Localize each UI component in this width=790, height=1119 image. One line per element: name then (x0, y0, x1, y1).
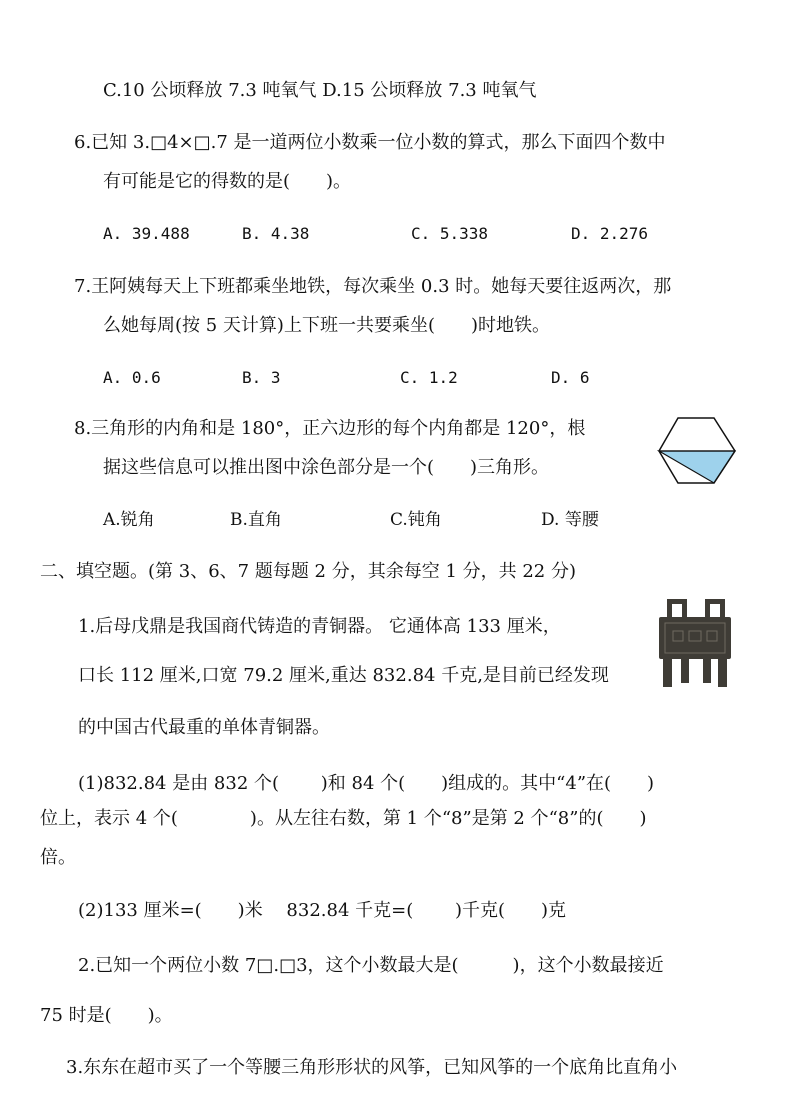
q6-option-c: C. 5.338 (411, 224, 489, 243)
q7-option-a: A. 0.6 (103, 368, 161, 387)
q6-option-a: A. 39.488 (103, 224, 190, 243)
q8-option-c: C.钝角 (390, 510, 442, 530)
fill3-line1: 3.东东在超市买了一个等腰三角形形状的风筝，已知风筝的一个底角比直角小 (66, 1057, 678, 1078)
bronze-ding-image (655, 597, 735, 689)
q7-option-c: C. 1.2 (400, 368, 458, 387)
fill1-sub1-line2: 位上，表示 4 个( )。从左往右数，第 1 个“8”是第 2 个“8”的( ) (40, 808, 647, 829)
q7-text-line1: 7.王阿姨每天上下班都乘坐地铁，每次乘坐 0.3 时。她每天要往返两次，那 (74, 276, 672, 297)
q6-option-d: D. 2.276 (571, 224, 649, 243)
q6-text-line2: 有可能是它的得数的是( )。 (103, 171, 352, 192)
q8-option-d: D. 等腰 (541, 510, 599, 530)
q8-option-b: B.直角 (230, 510, 282, 530)
shaded-triangle (659, 451, 735, 483)
q7-text-line2: 么她每周(按 5 天计算)上下班一共要乘坐( )时地铁。 (103, 315, 550, 336)
q8-option-a: A.锐角 (103, 510, 155, 530)
fill2-line2: 75 时是( )。 (40, 1005, 173, 1026)
q7-option-b: B. 3 (242, 368, 281, 387)
q8-text-line2: 据这些信息可以推出图中涂色部分是一个( )三角形。 (103, 457, 550, 478)
q6-text-line1: 6.已知 3.□4×□.7 是一道两位小数乘一位小数的算式，那么下面四个数中 (74, 132, 666, 153)
fill1-sub1-line1: (1)832.84 是由 832 个( )和 84 个( )组成的。其中“4”在( ) (78, 773, 655, 794)
hexagon-figure (657, 415, 737, 487)
fill1-sub1-line3: 倍。 (40, 847, 76, 868)
q8-text-line1: 8.三角形的内角和是 180°，正六边形的每个内角都是 120°，根 (74, 418, 586, 439)
q5-options-cd: C.10 公顷释放 7.3 吨氧气 D.15 公顷释放 7.3 吨氧气 (103, 80, 537, 101)
fill1-line3: 的中国古代最重的单体青铜器。 (78, 717, 330, 738)
fill1-line1: 1.后母戊鼎是我国商代铸造的青铜器。 它通体高 133 厘米， (78, 616, 561, 637)
fill1-sub2: (2)133 厘米=( )米 832.84 千克=( )千克( )克 (78, 900, 567, 921)
section-2-heading: 二、填空题。(第 3、6、7 题每题 2 分，其余每空 1 分，共 22 分) (40, 561, 576, 582)
q6-option-b: B. 4.38 (242, 224, 310, 243)
fill2-line1: 2.已知一个两位小数 7□.□3，这个小数最大是( )，这个小数最接近 (78, 955, 664, 976)
q7-option-d: D. 6 (551, 368, 590, 387)
fill1-line2: 口长 112 厘米,口宽 79.2 厘米,重达 832.84 千克,是目前已经发现 (78, 665, 609, 686)
